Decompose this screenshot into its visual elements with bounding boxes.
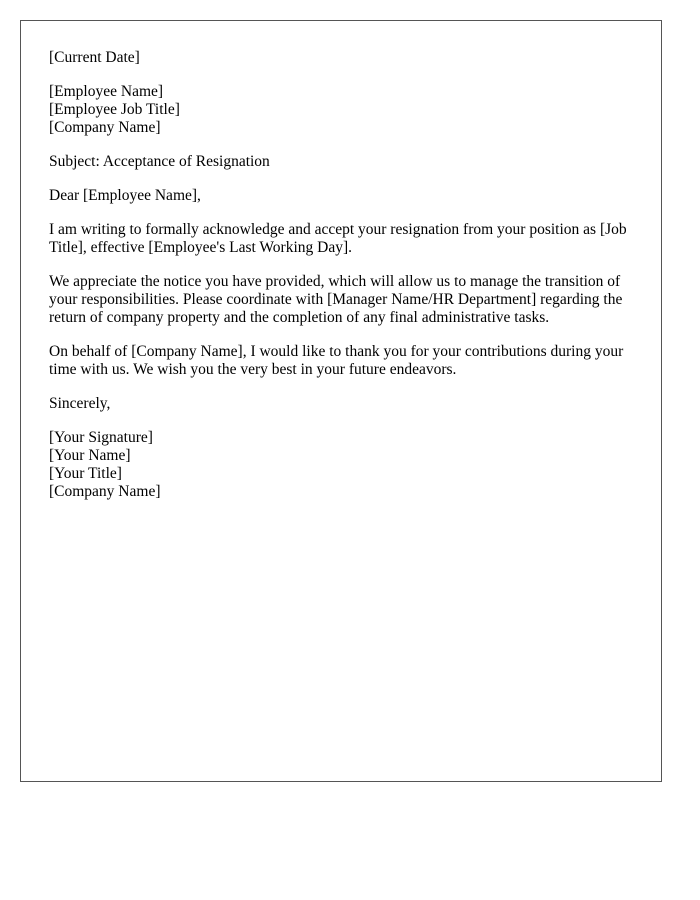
recipient-job-title: [Employee Job Title] [49,101,180,118]
letter-date: [Current Date] [49,49,140,66]
body-paragraph-transition: We appreciate the notice you have provided, which will allow us to manage the transition of your responsibilities. Please coordinate with [Manager Name/HR Department] regarding the return of company property and the completion of any final administrative tasks. [49,273,623,326]
body-paragraph-acknowledgement: I am writing to formally acknowledge and accept your resignation from your position as [Job Title], effective [Employee's Last Working Day]. [49,221,627,256]
sender-signature-block [49,429,633,501]
letter-page [20,20,662,782]
recipient-name: [Employee Name] [49,83,164,100]
recipient-company: [Company Name] [49,119,161,136]
sender-name: [Your Name] [49,447,131,464]
letter-subject: Subject: Acceptance of Resignation [49,153,270,170]
recipient-address-block [49,83,633,137]
sender-company: [Company Name] [49,483,161,500]
body-paragraph-thanks: On behalf of [Company Name], I would like to thank you for your contributions during your time with us. We wish you the very best in your future endeavors. [49,343,624,378]
letter-salutation: Dear [Employee Name], [49,187,201,204]
sender-title: [Your Title] [49,465,122,482]
sender-signature: [Your Signature] [49,429,153,446]
letter-closing: Sincerely, [49,395,111,412]
